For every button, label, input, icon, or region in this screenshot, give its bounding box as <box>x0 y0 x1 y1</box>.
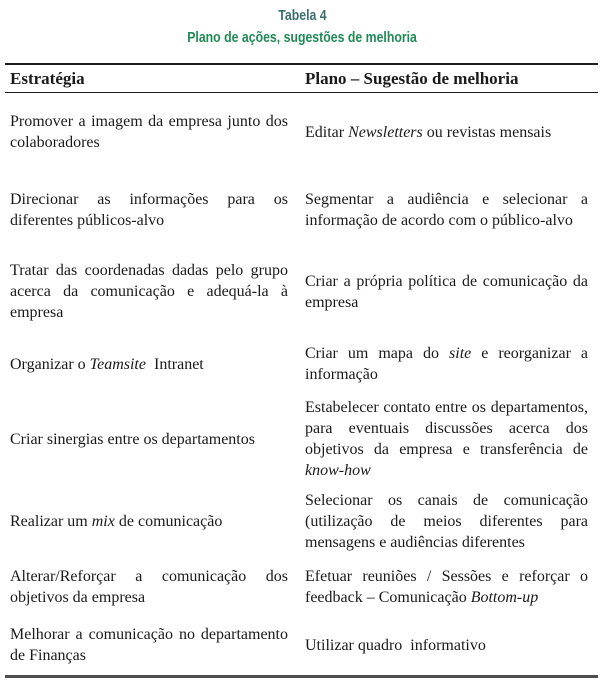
plan-cell <box>300 615 598 675</box>
table-row <box>5 335 598 393</box>
action-plan-table <box>5 63 598 678</box>
strategy-cell <box>5 393 300 485</box>
table-row <box>5 615 598 675</box>
plan-cell-text: Utilizar quadro informativo <box>305 636 486 654</box>
table-row <box>5 171 598 248</box>
plan-cell-text: Criar um mapa do site e reorganizar a informação <box>305 345 593 383</box>
table-bottom-rule <box>5 675 598 678</box>
table-title: Plano de ações, sugestões de melhoria <box>187 29 418 46</box>
plan-cell <box>300 335 598 393</box>
table-title-line <box>0 26 605 46</box>
table-header-row <box>5 65 598 92</box>
table-number: Tabela 4 <box>278 7 327 24</box>
table-row <box>5 93 598 171</box>
strategy-cell-text: Alterar/Reforçar a comunicação dos objetivos da empresa <box>10 567 292 606</box>
table-caption <box>0 8 605 46</box>
strategy-cell <box>5 248 300 335</box>
strategy-cell-text: Organizar o Teamsite Intranet <box>10 355 204 373</box>
plan-cell <box>300 171 598 248</box>
strategy-cell-text: Tratar das coordenadas dadas pelo grupo acerca da comunicação e adequá-la à empresa <box>10 262 292 321</box>
plan-cell <box>300 93 598 171</box>
table-row <box>5 248 598 335</box>
strategy-cell <box>5 335 300 393</box>
strategy-cell <box>5 615 300 675</box>
plan-cell-text: Selecionar os canais de comunicação (utilização de meios diferentes para mensagens e audiências diferentes <box>305 492 592 551</box>
plan-cell-text: Estabelecer contato entre os departamentos, para eventuais discussões acerca dos objetivos da empresa e transferência de know-how <box>305 399 592 479</box>
strategy-cell-text: Criar sinergias entre os departamentos <box>10 430 255 448</box>
strategy-cell-text: Melhorar a comunicação no departamento de Finanças <box>10 626 292 664</box>
strategy-cell <box>5 171 300 248</box>
plan-cell <box>300 558 598 615</box>
plan-cell <box>300 485 598 558</box>
plan-cell-text: Efetuar reuniões / Sessões e reforçar o feedback – Comunicação Bottom-up <box>305 567 592 606</box>
table-number-line <box>0 8 605 26</box>
strategy-cell <box>5 93 300 171</box>
strategy-cell <box>5 485 300 558</box>
plan-cell-text: Criar a própria política de comunicação da empresa <box>305 272 592 311</box>
strategy-cell <box>5 558 300 615</box>
table-row <box>5 393 598 485</box>
strategy-cell-text: Realizar um mix de comunicação <box>10 513 223 530</box>
strategy-cell-text: Promover a imagem da empresa junto dos colaboradores <box>10 113 292 151</box>
plan-cell-text: Editar Newsletters ou revistas mensais <box>305 123 552 141</box>
header-cell-plano: Plano – Sugestão de melhoria <box>305 68 519 88</box>
table-row <box>5 558 598 615</box>
header-cell-estrategia: Estratégia <box>10 68 85 88</box>
plan-cell <box>300 393 598 485</box>
strategy-cell-text: Direcionar as informações para os diferentes públicos-alvo <box>10 190 292 229</box>
table-body <box>5 93 598 675</box>
plan-cell-text: Segmentar a audiência e selecionar a informação de acordo com o público-alvo <box>305 190 592 229</box>
plan-cell <box>300 248 598 335</box>
table-row <box>5 485 598 558</box>
